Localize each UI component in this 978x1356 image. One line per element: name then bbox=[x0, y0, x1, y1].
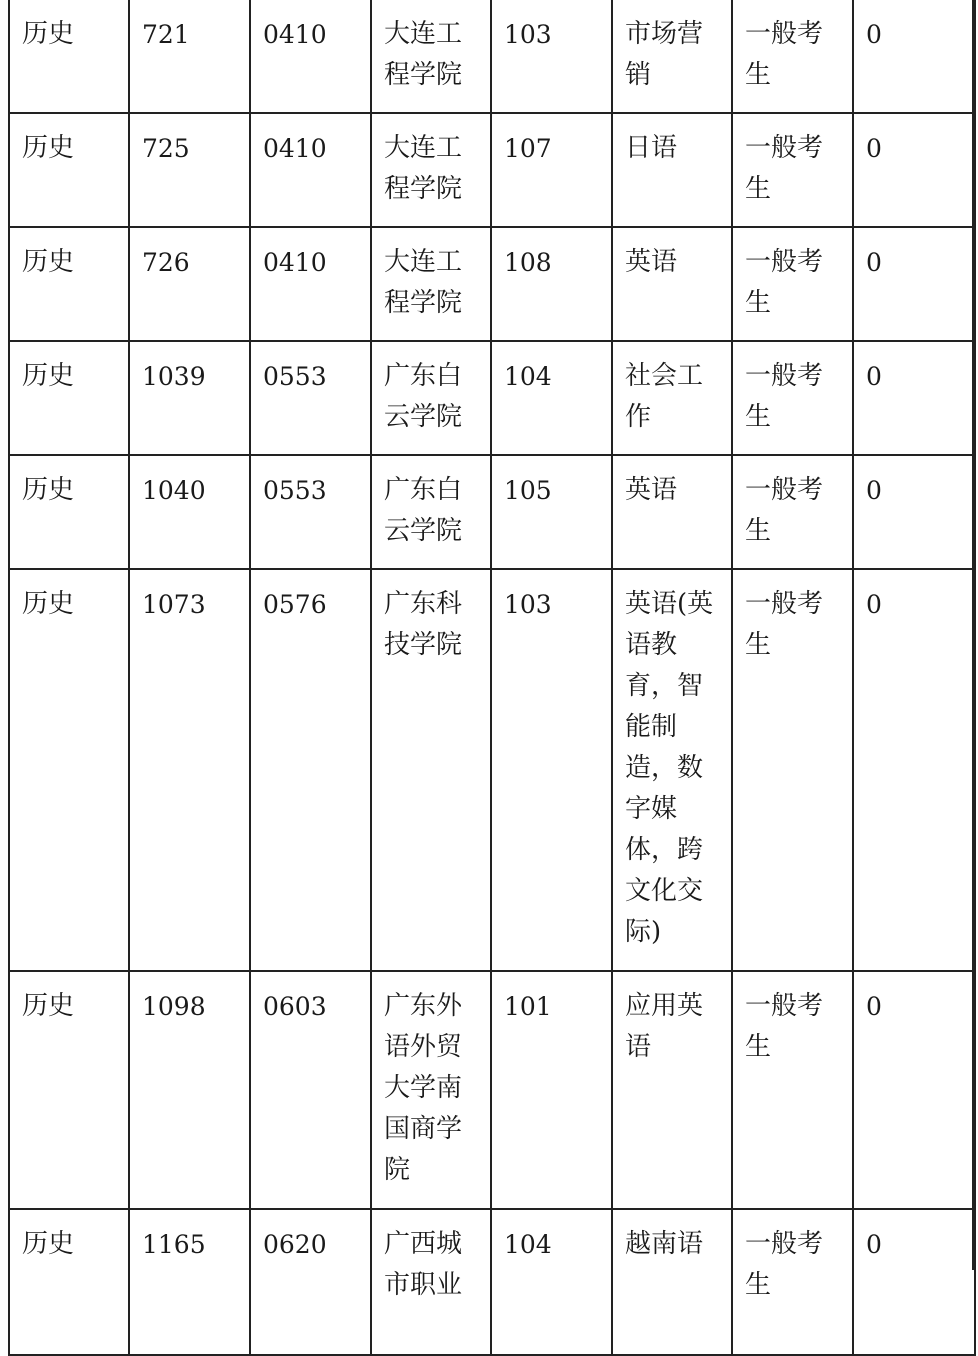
candidate-type-cell: 一般考生 bbox=[732, 341, 853, 455]
admission-table bbox=[8, 0, 976, 1356]
major-name-cell: 英语(英语教育，智能制造，数字媒体，跨文化交际) bbox=[612, 569, 732, 971]
candidate-type-cell: 一般考生 bbox=[732, 1209, 853, 1355]
seq-cell: 1165 bbox=[129, 1209, 250, 1355]
major-name-cell: 英语 bbox=[612, 455, 732, 569]
table-row bbox=[9, 569, 975, 971]
major-code-cell: 104 bbox=[491, 1209, 612, 1355]
candidate-type-cell: 一般考生 bbox=[732, 113, 853, 227]
seq-cell: 1098 bbox=[129, 971, 250, 1209]
major-code-cell: 101 bbox=[491, 971, 612, 1209]
table-row bbox=[9, 341, 975, 455]
major-name-cell: 市场营销 bbox=[612, 0, 732, 113]
major-code-cell: 104 bbox=[491, 341, 612, 455]
school-code-cell: 0576 bbox=[250, 569, 371, 971]
subject-cell: 历史 bbox=[9, 455, 129, 569]
school-name-cell: 大连工程学院 bbox=[371, 227, 491, 341]
school-name-cell: 广东科技学院 bbox=[371, 569, 491, 971]
subject-cell: 历史 bbox=[9, 971, 129, 1209]
subject-cell: 历史 bbox=[9, 569, 129, 971]
school-code-cell: 0410 bbox=[250, 113, 371, 227]
major-name-cell: 社会工作 bbox=[612, 341, 732, 455]
subject-cell: 历史 bbox=[9, 0, 129, 113]
major-code-cell: 108 bbox=[491, 227, 612, 341]
subject-cell: 历史 bbox=[9, 341, 129, 455]
table-row bbox=[9, 113, 975, 227]
count-cell: 0 bbox=[853, 569, 975, 971]
count-cell: 0 bbox=[853, 0, 975, 113]
subject-cell: 历史 bbox=[9, 113, 129, 227]
candidate-type-cell: 一般考生 bbox=[732, 0, 853, 113]
count-cell: 0 bbox=[853, 341, 975, 455]
candidate-type-cell: 一般考生 bbox=[732, 971, 853, 1209]
count-cell: 0 bbox=[853, 1209, 975, 1355]
school-code-cell: 0410 bbox=[250, 0, 371, 113]
seq-cell: 1073 bbox=[129, 569, 250, 971]
table-row bbox=[9, 1209, 975, 1355]
count-cell: 0 bbox=[853, 455, 975, 569]
seq-cell: 721 bbox=[129, 0, 250, 113]
school-code-cell: 0553 bbox=[250, 455, 371, 569]
school-name-cell: 广东白云学院 bbox=[371, 341, 491, 455]
major-code-cell: 107 bbox=[491, 113, 612, 227]
school-name-cell: 广东外语外贸大学南国商学院 bbox=[371, 971, 491, 1209]
school-name-cell: 广东白云学院 bbox=[371, 455, 491, 569]
major-code-cell: 103 bbox=[491, 569, 612, 971]
school-name-cell: 大连工程学院 bbox=[371, 113, 491, 227]
candidate-type-cell: 一般考生 bbox=[732, 455, 853, 569]
seq-cell: 725 bbox=[129, 113, 250, 227]
count-cell: 0 bbox=[853, 113, 975, 227]
table-row bbox=[9, 455, 975, 569]
candidate-type-cell: 一般考生 bbox=[732, 227, 853, 341]
subject-cell: 历史 bbox=[9, 227, 129, 341]
table-row bbox=[9, 0, 975, 113]
major-name-cell: 英语 bbox=[612, 227, 732, 341]
school-code-cell: 0410 bbox=[250, 227, 371, 341]
major-code-cell: 105 bbox=[491, 455, 612, 569]
major-name-cell: 越南语 bbox=[612, 1209, 732, 1355]
major-name-cell: 日语 bbox=[612, 113, 732, 227]
data-table-container bbox=[8, 0, 974, 1300]
major-code-cell: 103 bbox=[491, 0, 612, 113]
count-cell: 0 bbox=[853, 227, 975, 341]
candidate-type-cell: 一般考生 bbox=[732, 569, 853, 971]
school-code-cell: 0553 bbox=[250, 341, 371, 455]
table-row bbox=[9, 227, 975, 341]
count-cell: 0 bbox=[853, 971, 975, 1209]
major-name-cell: 应用英语 bbox=[612, 971, 732, 1209]
school-code-cell: 0603 bbox=[250, 971, 371, 1209]
seq-cell: 726 bbox=[129, 227, 250, 341]
subject-cell: 历史 bbox=[9, 1209, 129, 1355]
school-name-cell: 大连工程学院 bbox=[371, 0, 491, 113]
school-name-cell: 广西城市职业 bbox=[371, 1209, 491, 1355]
table-row bbox=[9, 971, 975, 1209]
seq-cell: 1040 bbox=[129, 455, 250, 569]
school-code-cell: 0620 bbox=[250, 1209, 371, 1355]
seq-cell: 1039 bbox=[129, 341, 250, 455]
